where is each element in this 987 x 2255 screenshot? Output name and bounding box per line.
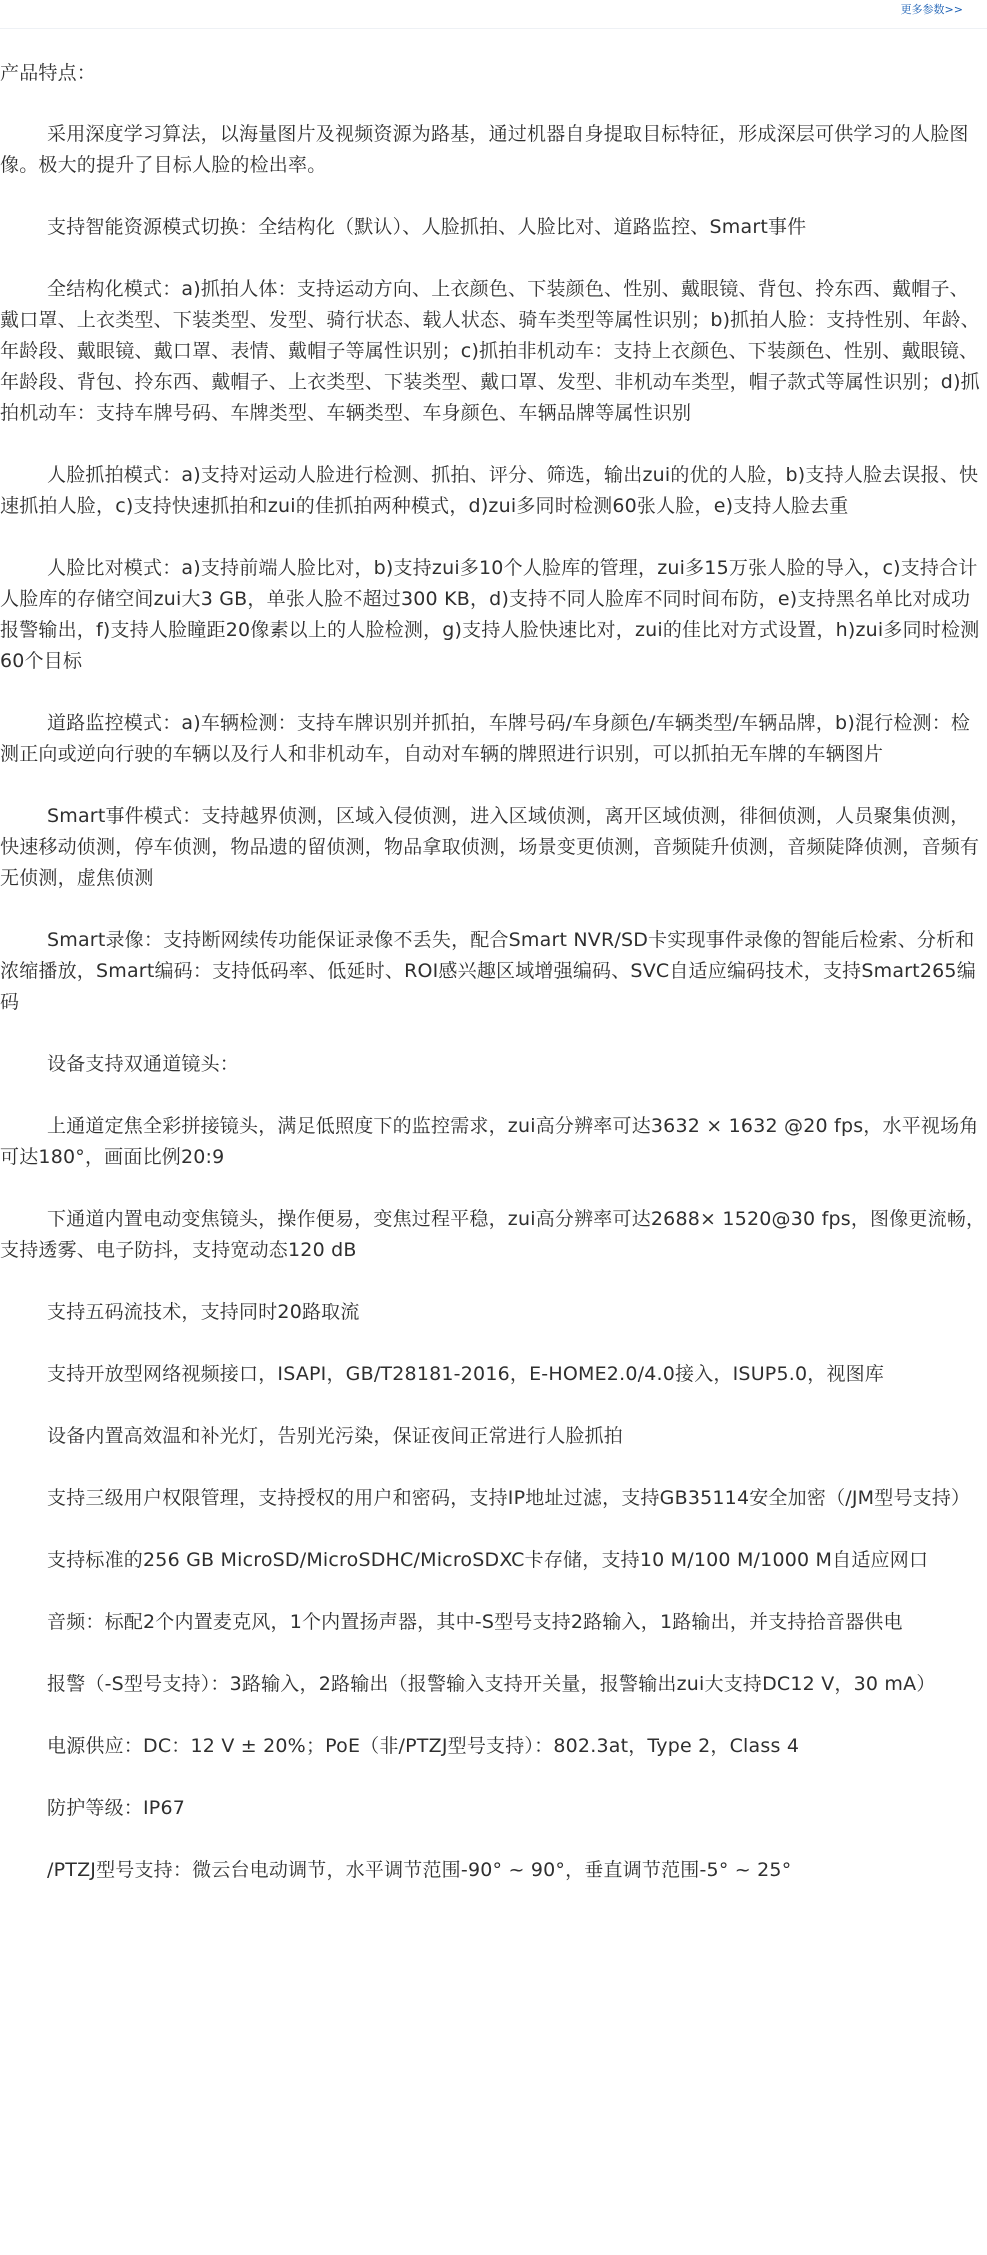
top-bar bbox=[0, 0, 987, 29]
paragraph-power-supply: 电源供应：DC：12 V ± 20%；PoE（非/PTZJ型号支持）：802.3at，Type 2，Class 4 bbox=[47, 1735, 800, 1757]
more-params-link[interactable]: 更多参数>> bbox=[900, 3, 963, 16]
paragraph-upper-channel: 上通道定焦全彩拼接镜头，满足低照度下的监控需求，zui高分辨率可达3632 × 1632 @20 fps，水平视场角可达180°，画面比例20:9 bbox=[0, 1115, 979, 1168]
paragraph-alarm: 报警（-S型号支持）：3路输入，2路输出（报警输入支持开关量，报警输出zui大支持DC12 V，30 mA） bbox=[47, 1673, 936, 1695]
paragraph-streams: 支持五码流技术，支持同时20路取流 bbox=[47, 1301, 360, 1323]
paragraph-storage: 支持标准的256 GB MicroSD/MicroSDHC/MicroSDXC卡存储，支持10 M/100 M/1000 M自适应网口 bbox=[47, 1549, 929, 1571]
paragraph-dual-channel-lens: 设备支持双通道镜头： bbox=[47, 1053, 240, 1075]
paragraph-fill-light: 设备内置高效温和补光灯，告别光污染，保证夜间正常进行人脸抓拍 bbox=[47, 1425, 624, 1447]
paragraph-lower-channel: 下通道内置电动变焦镜头，操作便易，变焦过程平稳，zui高分辨率可达2688× 1520@30 fps，图像更流畅，支持透雾、电子防抖，支持宽动态120 dB bbox=[0, 1208, 986, 1261]
section-title: 产品特点： bbox=[0, 62, 97, 84]
paragraph-road-monitor-mode: 道路监控模式：a)车辆检测：支持车牌识别并抓拍，车牌号码/车身颜色/车辆类型/车辆品牌，b)混行检测：检测正向或逆向行驶的车辆以及行人和非机动车，自动对车辆的牌照进行识别，可以抓拍无车牌的车辆图片 bbox=[0, 712, 971, 765]
paragraph-smart-recording: Smart录像：支持断网续传功能保证录像不丢失，配合Smart NVR/SD卡实现事件录像的智能后检索、分析和浓缩播放，Smart编码：支持低码率、低延时、ROI感兴趣区域增强编码、SVC自适应编码技术，支持Smart265编码 bbox=[0, 929, 976, 1013]
paragraph-full-structured-mode: 全结构化模式：a)抓拍人体：支持运动方向、上衣颜色、下装颜色、性别、戴眼镜、背包、拎东西、戴帽子、戴口罩、上衣类型、下装类型、发型、骑行状态、载人状态、骑车类型等属性识别；b)抓拍人脸：支持性别、年龄、年龄段、戴眼镜、戴口罩、表情、戴帽子等属性识别；c)抓拍非机动车：支持上衣颜色、下装颜色、性别、戴眼镜、年龄段、背包、拎东西、戴帽子、上衣类型、下装类型、戴口罩、发型、非机动车类型，帽子款式等属性识别；d)抓拍机动车：支持车牌号码、车牌类型、车辆类型、车身颜色、车辆品牌等属性识别 bbox=[0, 278, 980, 424]
paragraph-smart-event-mode: Smart事件模式：支持越界侦测，区域入侵侦测，进入区域侦测，离开区域侦测，徘徊侦测，人员聚集侦测，快速移动侦测，停车侦测，物品遗的留侦测，物品拿取侦测，场景变更侦测，音频陡升侦测，音频陡降侦测，音频有无侦测，虚焦侦测 bbox=[0, 805, 980, 889]
paragraph-mode-switch: 支持智能资源模式切换：全结构化（默认）、人脸抓拍、人脸比对、道路监控、Smart事件 bbox=[47, 216, 807, 238]
paragraph-face-compare-mode: 人脸比对模式：a)支持前端人脸比对，b)支持zui多10个人脸库的管理，zui多15万张人脸的导入，c)支持合计人脸库的存储空间zui大3 GB，单张人脸不超过300 KB，d)支持不同人脸库不同时间布防，e)支持黑名单比对成功报警输出，f)支持人脸瞳距20像素以上的人脸检测，g)支持人脸快速比对，zui的佳比对方式设置，h)zui多同时检测60个目标 bbox=[0, 557, 980, 672]
product-features-content bbox=[0, 58, 987, 1886]
paragraph-intro: 采用深度学习算法，以海量图片及视频资源为路基，通过机器自身提取目标特征，形成深层可供学习的人脸图像。极大的提升了目标人脸的检出率。 bbox=[0, 123, 969, 176]
paragraph-audio: 音频：标配2个内置麦克风，1个内置扬声器，其中-S型号支持2路输入，1路输出，并支持拾音器供电 bbox=[47, 1611, 903, 1633]
paragraph-protection-level: 防护等级：IP67 bbox=[47, 1797, 186, 1819]
paragraph-face-capture-mode: 人脸抓拍模式：a)支持对运动人脸进行检测、抓拍、评分、筛选，输出zui的优的人脸，b)支持人脸去误报、快速抓拍人脸，c)支持快速抓拍和zui的佳抓拍两种模式，d)zui多同时检测60张人脸，e)支持人脸去重 bbox=[0, 464, 979, 517]
paragraph-video-interface: 支持开放型网络视频接口，ISAPI，GB/T28181-2016，E-HOME2.0/4.0接入，ISUP5.0，视图库 bbox=[47, 1363, 885, 1385]
paragraph-ptzj-model: /PTZJ型号支持：微云台电动调节，水平调节范围-90° ~ 90°，垂直调节范围-5° ~ 25° bbox=[47, 1859, 792, 1881]
paragraph-user-permissions: 支持三级用户权限管理，支持授权的用户和密码，支持IP地址过滤，支持GB35114安全加密（/JM型号支持） bbox=[47, 1487, 971, 1509]
